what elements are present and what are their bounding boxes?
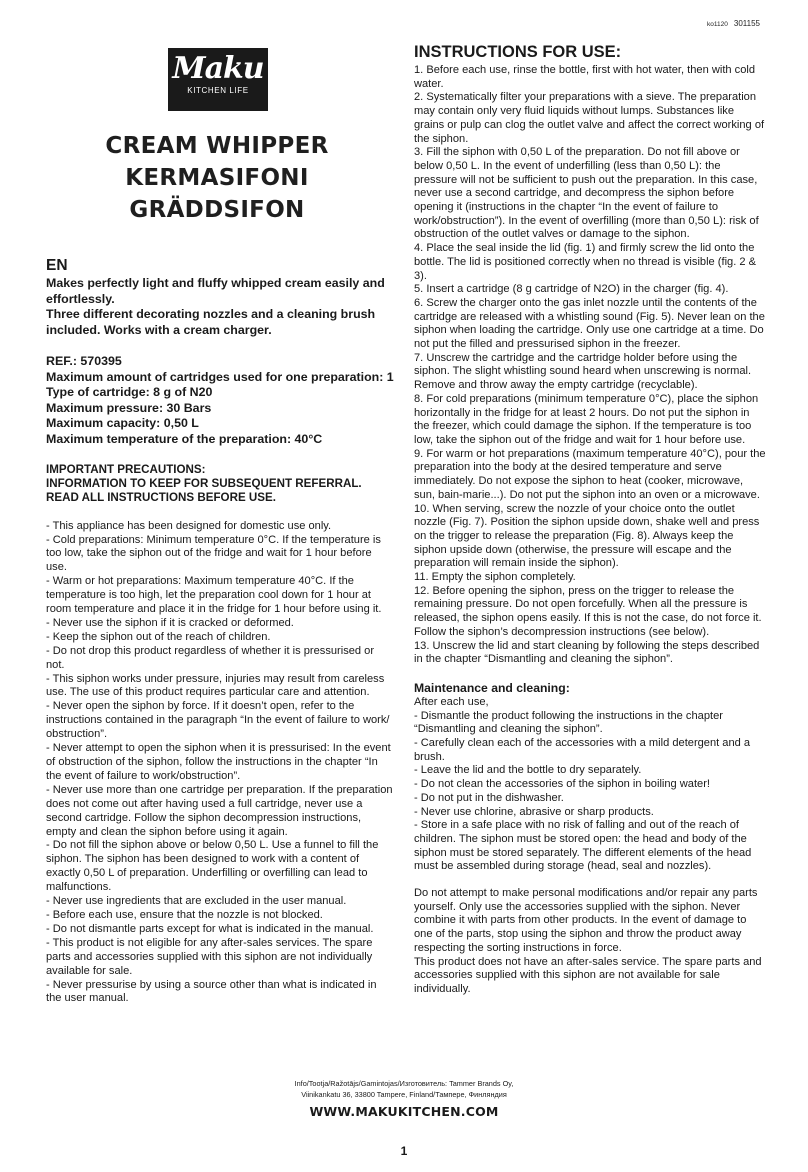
precaution-item: - This appliance has been designed for domestic use only. [46,519,332,532]
instruction-step: 9. For warm or hot preparations (maximum temperature 40°C), pour the preparation into the body at the desired temperature and serve immediately. Do not expose the siphon to heat (cooker, microwave, sun, bain-marie...). Do not put the siphon into an oven or a microwave. [414,447,766,501]
maintenance-heading: Maintenance and cleaning: [414,680,570,695]
spec-line: REF.: 570395 [46,354,122,368]
precaution-item: - Do not dismantle parts except for what is indicated in the manual. [46,922,374,935]
code-number: 301155 [733,19,760,28]
instruction-step: 12. Before opening the siphon, press on the trigger to release the remaining pressure. Do not open forcefully. When all the pressure is released, the siphon opens easily. If this is not the case, do not force it. Follow the siphon’s decompression instructions (see below). [414,584,762,638]
footer-address: Viinikankatu 36, 33800 Tampere, Finland/Тампере, Финляндия [301,1090,507,1099]
precaution-item: - Do not drop this product regardless of whether it is pressurised or not. [46,644,375,671]
precaution-item: - Keep the siphon out of the reach of children. [46,630,271,643]
precautions-heading: INFORMATION TO KEEP FOR SUBSEQUENT REFERRAL. [46,477,362,491]
footer-manufacturer: Info/Tootja/Ražotājs/Gamintojas/Изготовитель: Tammer Brands Oy, [294,1079,514,1088]
instruction-step: 10. When serving, screw the nozzle of your choice onto the outlet nozzle (Fig. 7). Position the siphon upside down, shake well and press on the trigger to release the preparation (Fig. 8). Always keep the siphon upside down (otherwise, the pressure will escape and the preparation will remain inside the siphon). [414,502,760,570]
instruction-step: 6. Screw the charger onto the gas inlet nozzle until the contents of the cartridge are released with a whistling sound (Fig. 5). Never lean on the siphon when loading the cartridge. Only use one cartridge at a time. Do not put the filled and pressurised siphon in the freezer. [414,296,765,351]
instruction-step: 2. Systematically filter your preparations with a sieve. The preparation may contain only very fluid liquids without lumps. Substances like grains or pulp can clog the outlet valve and affect the correct working of the siphon. [414,91,765,145]
maintenance-item: - Carefully clean each of the accessories with a mild detergent and a brush. [414,737,751,763]
closing-paragraph: This product does not have an after-sales service. The spare parts and accessories supplied with this siphon are not available for sale individually. [414,955,762,995]
precaution-item: - Never open the siphon by force. If it doesn’t open, refer to the instructions contained in the paragraph “In the event of failure to work/ obstruction”. [46,700,390,741]
page-number: 1 [400,1144,408,1158]
precaution-item: - Never use more than one cartridge per preparation. If the preparation does not come out after having used a full cartridge, never use a second cartridge. Follow the siphon decompression instructions, empty and clean the siphon before using it again. [46,783,393,838]
title-en: CREAM WHIPPER [105,133,329,159]
precautions-heading: READ ALL INSTRUCTIONS BEFORE USE. [46,491,276,505]
instruction-step: 3. Fill the siphon with 0,50 L of the preparation. Do not fill above or below 0,50 L. In the event of underfilling (less than 0,50 L): the pressure will not be sufficient to push out the preparation. In this case, never use a second cartridge, and decompress the siphon before opening it (instructions in the chapter “In the event of failure to work/obstruction”). In the event of overfilling (more than 0,50 L): risk of obstruction of the outlet valves or damage to the siphon. [414,146,759,241]
instruction-step: 5. Insert a cartridge (8 g cartridge of N2O) in the charger (fig. 4). [414,283,729,296]
precaution-item: - This product is not eligible for any after-sales services. The spare parts and accessories supplied with this siphon are not individually available for sale. [46,936,373,977]
title-fi: KERMASIFONI [125,165,309,191]
maintenance-item: - Do not clean the accessories of the siphon in boiling water! [414,778,710,791]
spec-line: Maximum pressure: 30 Bars [46,400,212,415]
precaution-item: - Warm or hot preparations: Maximum temperature 40°C. If the temperature is too high, let the preparation cool down for 1 hour at room temperature and place it in the fridge for 1 hour before using it. [46,575,382,616]
precaution-item: - Never use ingredients that are excluded in the user manual. [46,895,347,908]
right-column [414,42,766,997]
precaution-item: - Cold preparations: Minimum temperature 0°C. If the temperature is too low, take the siphon out of the fridge and wait for 1 hour before use. [46,533,381,574]
footer-info [0,1078,808,1100]
instruction-step: 13. Unscrew the lid and start cleaning by following the steps described in the chapter “Dismantling and cleaning the siphon”. [414,639,760,666]
precautions-heading: IMPORTANT PRECAUTIONS: [46,463,206,476]
code-small: ko1120 [707,21,728,28]
footer-website: WWW.MAKUKITCHEN.COM [309,1104,499,1119]
maintenance-item: - Leave the lid and the bottle to dry separately. [414,764,642,777]
maintenance-item: After each use, [414,695,489,708]
precaution-item: - Never attempt to open the siphon when it is pressurised: In the event of obstruction of the siphon, follow the instructions in the chapter “In the event of failure to work/obstruction”. [46,742,391,782]
instruction-step: 8. For cold preparations (minimum temperature 0°C), place the siphon horizontally in the fridge for at least 2 hours. Do not put the siphon in the freezer, which could damage the siphon. If the temperature is too low, take the siphon out of the fridge and wait for 1 hour before use. [414,392,759,446]
spec-line: Maximum amount of cartridges used for one preparation: 1 [46,369,394,384]
precaution-item: - This siphon works under pressure, injuries may result from careless use. The use of this product requires particular care and attention. [46,672,385,699]
instructions-heading: INSTRUCTIONS FOR USE: [414,43,622,61]
precaution-item: - Never use the siphon if it is cracked or deformed. [46,616,294,629]
spec-line: Type of cartridge: 8 g of N20 [46,385,213,399]
maintenance-item: - Do not put in the dishwasher. [414,791,564,804]
precaution-item: - Before each use, ensure that the nozzle is not blocked. [46,908,323,921]
maintenance-item: - Never use chlorine, abrasive or sharp products. [414,805,654,818]
spec-line: Maximum temperature of the preparation: 40°C [46,431,323,446]
instruction-step: 1. Before each use, rinse the bottle, first with hot water, then with cold water. [414,64,756,90]
spec-line: Maximum capacity: 0,50 L [46,416,199,430]
left-column [46,256,394,1006]
instruction-step: 7. Unscrew the cartridge and the cartridge holder before using the siphon. The slight whistling sound heard when unscrewing is normal. Remove and throw away the empty cartridge (recyclable). [414,351,752,392]
title-sv: GRÄDDSIFON [129,197,305,223]
precaution-item: - Never pressurise by using a source other than what is indicated in the user manual. [46,978,377,1005]
document-code [707,19,760,28]
instruction-step: 4. Place the seal inside the lid (fig. 1) and firmly screw the lid onto the bottle. The lid is positioned correctly when no thread is visible (fig. 2 & 3). [414,242,757,282]
intro-line: Makes perfectly light and fluffy whipped cream easily and effortlessly. [46,276,385,306]
instruction-step: 11. Empty the siphon completely. [414,571,576,584]
product-titles [40,130,394,226]
logo-subtitle: KITCHEN LIFE [187,86,249,95]
language-heading: EN [46,257,68,274]
maintenance-item: - Store in a safe place with no risk of falling and out of the reach of children. The siphon must be stored open: the head and body of the siphon must be stored separately. The different elements of the head must be assembled during storage (head, seal and nozzles). [414,819,752,873]
logo-brand: Maku [172,51,264,86]
intro-line: Three different decorating nozzles and a cleaning brush included. Works with a cream charger. [46,307,376,337]
maintenance-item: - Dismantle the product following the instructions in the chapter “Dismantling and cleaning the siphon”. [414,709,723,736]
brand-logo [168,48,268,111]
closing-paragraph: Do not attempt to make personal modifications and/or repair any parts yourself. Only use the accessories supplied with the siphon. Never combine it with parts from other products. In the event of damage to one of the parts, stop using the siphon and throw the product away respecting the sorting instructions in force. [414,887,758,954]
precaution-item: - Do not fill the siphon above or below 0,50 L. Use a funnel to fill the siphon. The siphon has been designed to work with a content of exactly 0,50 L of preparation. Underfilling or overfilling can lead to malfunctions. [46,839,379,894]
